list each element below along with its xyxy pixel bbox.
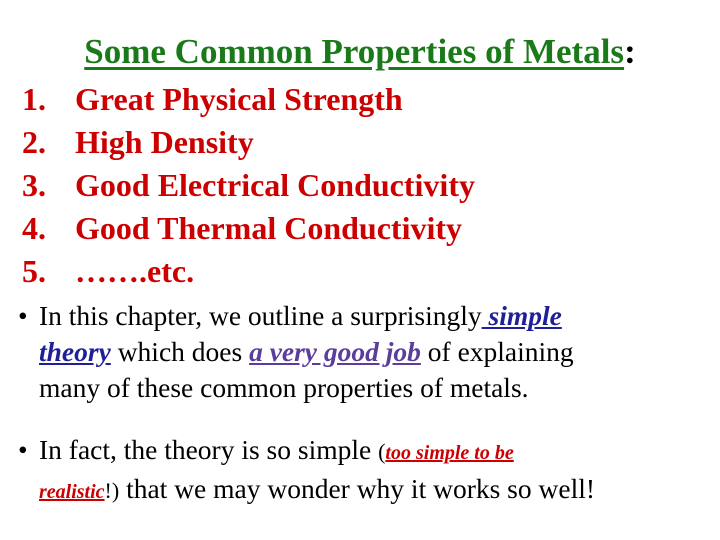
list-item-number: 4. <box>22 210 46 246</box>
slide-title-text: Some Common Properties of Metals <box>84 32 625 71</box>
list-item-text: Good Electrical Conductivity <box>75 167 475 203</box>
bullet-line <box>18 432 708 471</box>
bullet-text: which does <box>110 336 250 367</box>
list-item-text: Great Physical Strength <box>75 81 403 117</box>
bullet-paragraph-fact <box>18 432 708 510</box>
bullet-text: In this chapter, we outline a surprisingly <box>39 300 482 331</box>
list-item <box>22 250 475 293</box>
bullet-line: many of these common properties of metals. <box>39 372 529 403</box>
bullet-text: In fact, the theory is so simple <box>39 434 379 465</box>
bullet-paragraph-chapter <box>18 298 708 406</box>
emphasis-realistic: realistic <box>39 481 105 503</box>
emphasis-theory: theory <box>39 336 111 367</box>
list-item <box>22 164 475 207</box>
list-item <box>22 207 475 250</box>
paren-open: ( <box>378 439 386 464</box>
emphasis-simple: simple <box>481 300 562 331</box>
bullet-line <box>18 471 708 510</box>
list-item-number: 1. <box>22 81 46 117</box>
bullet-text: of explaining <box>420 336 574 367</box>
properties-list <box>22 78 475 293</box>
emphasis-good-job: a very good job <box>249 336 421 367</box>
list-item-text: Good Thermal Conductivity <box>75 210 462 246</box>
paren-close: !) <box>104 478 120 503</box>
list-item-number: 5. <box>22 253 46 289</box>
bullet-line <box>18 334 708 370</box>
list-item <box>22 78 475 121</box>
bullet-icon: • <box>18 434 28 465</box>
bullet-text: that we may wonder why it works so well! <box>119 473 596 504</box>
list-item-text: …….etc. <box>75 253 195 289</box>
list-item-number: 3. <box>22 167 46 203</box>
list-item <box>22 121 475 164</box>
list-item-number: 2. <box>22 124 46 160</box>
bullet-icon: • <box>18 300 28 331</box>
slide-title-colon: : <box>624 32 636 71</box>
slide-title <box>0 30 720 74</box>
bullet-line <box>18 298 708 334</box>
list-item-text: High Density <box>75 124 254 160</box>
emphasis-too-simple: too simple to be <box>385 442 514 464</box>
